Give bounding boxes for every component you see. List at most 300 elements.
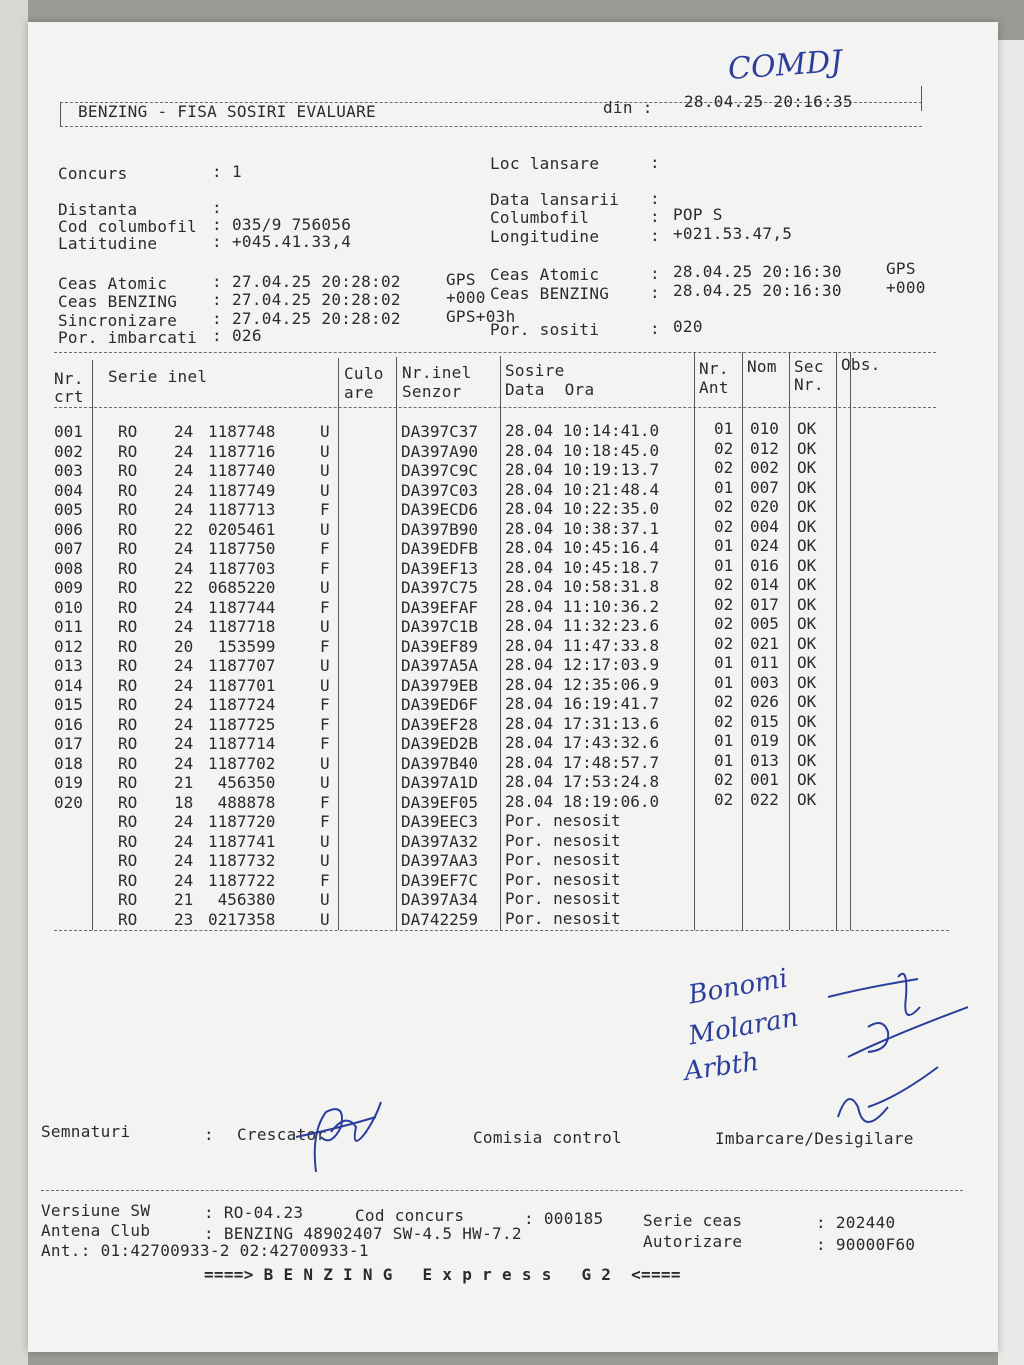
- cell-sosire: 28.04 10:45:16.4: [505, 538, 660, 557]
- table-row: [28, 438, 998, 461]
- info-left-value: +045.41.33,4: [232, 232, 352, 251]
- cell-sosire: 28.04 12:35:06.9: [505, 674, 660, 694]
- cell-nr-crt: 004: [54, 480, 83, 500]
- cell-inel: 1187744: [208, 597, 276, 617]
- cell-inel: 0205461: [208, 519, 276, 539]
- cell-an: 24: [174, 500, 194, 519]
- cell-inel: 1187741: [208, 831, 276, 851]
- page-title: BENZING - FISA SOSIRI EVALUARE: [78, 102, 376, 121]
- cell-antena: 02: [714, 770, 734, 789]
- info-left-suffix: GPS+03h: [446, 307, 516, 326]
- col-header-culoare-2: are: [344, 383, 374, 402]
- cell-inel: 1187716: [208, 441, 276, 461]
- cell-antena: 02: [714, 438, 734, 458]
- cell-senzor: DA39ED6F: [401, 695, 479, 714]
- cell-sosire: 28.04 11:32:23.6: [505, 616, 660, 635]
- cod-concurs-value: : 000185: [524, 1209, 604, 1228]
- cell-antena: 01: [714, 731, 734, 750]
- cell-antena: 02: [714, 711, 734, 731]
- cell-sosire: 28.04 17:31:13.6: [505, 713, 660, 733]
- cell-sec: OK: [797, 633, 817, 653]
- cell-nom: 026: [750, 692, 779, 711]
- cell-nom: 015: [750, 711, 779, 731]
- info-left-sep: :: [212, 215, 222, 234]
- cell-culoare: U: [320, 851, 330, 870]
- cell-sosire: 28.04 11:47:33.8: [505, 635, 660, 655]
- cell-culoare: F: [320, 870, 330, 890]
- imbarcare-desigilare-label: Imbarcare/Desigilare: [715, 1129, 914, 1148]
- cell-culoare: U: [320, 480, 330, 500]
- info-right-label: Por. sositi: [490, 320, 600, 339]
- cell-culoare: U: [320, 675, 330, 695]
- cell-nr-crt: 017: [54, 734, 83, 753]
- cell-nom: 013: [750, 750, 779, 770]
- cell-nr-crt: 009: [54, 578, 83, 597]
- cell-senzor: DA397A34: [401, 890, 479, 909]
- cell-sosire: 28.04 17:43:32.6: [505, 733, 660, 752]
- cell-an: 24: [174, 714, 194, 734]
- cell-sec: OK: [797, 594, 817, 614]
- crescator-label: Crescator: [237, 1125, 327, 1144]
- cell-culoare: F: [320, 558, 330, 578]
- cell-tara: RO: [118, 890, 138, 909]
- info-right-sep: :: [650, 226, 660, 245]
- footer-top-border: [41, 1190, 963, 1191]
- cell-inel: 0685220: [208, 578, 276, 597]
- cell-inel: 1187720: [208, 812, 276, 831]
- table-row: [28, 633, 998, 656]
- cell-culoare: F: [320, 812, 330, 831]
- cell-culoare: U: [320, 617, 330, 636]
- cell-nr-crt: 003: [54, 461, 83, 480]
- signatures-sep: :: [204, 1125, 214, 1144]
- table-row: [28, 419, 998, 441]
- cell-nom: 022: [750, 789, 779, 809]
- info-left-sep: :: [212, 272, 222, 291]
- info-left-sep: :: [212, 232, 222, 251]
- cell-sosire: 28.04 10:58:31.8: [505, 577, 660, 596]
- cell-culoare: U: [320, 656, 330, 675]
- info-right-sep: :: [650, 207, 660, 226]
- cell-an: 24: [174, 539, 194, 558]
- cell-sosire: 28.04 10:38:37.1: [505, 518, 660, 538]
- cell-antena: 02: [714, 692, 734, 711]
- cell-inel: 1187724: [208, 695, 276, 714]
- cell-senzor: DA39EFAF: [401, 597, 479, 617]
- cell-nom: 016: [750, 555, 779, 575]
- table-row: [28, 497, 998, 519]
- cell-nr-crt: 013: [54, 656, 83, 675]
- col-header-sec-2: Nr.: [794, 375, 824, 394]
- cell-an: 24: [174, 831, 194, 851]
- cell-sec: OK: [797, 672, 817, 692]
- cell-an: 18: [174, 792, 194, 812]
- handwritten-signature-2: Molaran: [686, 1002, 801, 1052]
- table-row: [28, 851, 998, 870]
- cell-inel: 488878: [208, 792, 276, 812]
- cell-an: 21: [174, 890, 194, 909]
- cell-nom: 020: [750, 497, 779, 516]
- cell-sec: OK: [797, 731, 817, 750]
- cell-tara: RO: [118, 539, 138, 558]
- signature-scribble-commission: [668, 957, 968, 1127]
- cell-sec: OK: [797, 438, 817, 458]
- cell-inel: 153599: [208, 636, 276, 656]
- cell-an: 24: [174, 870, 194, 890]
- info-left-value: 026: [232, 326, 262, 345]
- cell-sec: OK: [797, 614, 817, 633]
- cell-senzor: DA397A1D: [401, 773, 479, 792]
- cell-tara: RO: [118, 675, 138, 695]
- cell-antena: 02: [714, 594, 734, 614]
- cell-tara: RO: [118, 656, 138, 675]
- cell-culoare: F: [320, 714, 330, 734]
- table-row: [28, 731, 998, 753]
- cell-nom: 024: [750, 536, 779, 555]
- cell-senzor: DA3979EB: [401, 675, 479, 695]
- info-right-sep: :: [650, 264, 660, 283]
- cell-an: 24: [174, 480, 194, 500]
- serie-ceas-value: : 202440: [816, 1213, 896, 1232]
- table-row: [28, 692, 998, 714]
- antenna-ids: Ant.: 01:42700933-2 02:42700933-1: [41, 1241, 369, 1260]
- cell-senzor: DA397C9C: [401, 461, 479, 480]
- cell-culoare: F: [320, 539, 330, 558]
- cell-nr-crt: 008: [54, 558, 83, 578]
- cell-nom: 011: [750, 653, 779, 672]
- cell-sec: OK: [797, 555, 817, 575]
- cell-inel: 1187725: [208, 714, 276, 734]
- cell-antena: 02: [714, 458, 734, 477]
- info-right-suffix: GPS: [886, 259, 916, 278]
- cell-inel: 456350: [208, 773, 276, 792]
- cell-antena: 01: [714, 477, 734, 497]
- cell-sosire: Por. nesosit: [505, 811, 621, 830]
- cell-nr-crt: 016: [54, 714, 83, 734]
- cod-concurs-label: Cod concurs: [355, 1206, 465, 1225]
- cell-senzor: DA397C03: [401, 480, 479, 500]
- cell-inel: 0217358: [208, 909, 276, 929]
- cell-senzor: DA397B40: [401, 753, 479, 773]
- header-bottom-border: [60, 126, 922, 127]
- cell-inel: 1187702: [208, 753, 276, 773]
- cell-inel: 1187714: [208, 734, 276, 753]
- cell-antena: 02: [714, 575, 734, 594]
- col-header-sosire-2: Data Ora: [505, 380, 595, 399]
- info-right-label: Loc lansare: [490, 154, 600, 173]
- cell-tara: RO: [118, 714, 138, 734]
- cell-culoare: U: [320, 422, 330, 441]
- cell-sec: OK: [797, 419, 817, 438]
- cell-tara: RO: [118, 792, 138, 812]
- cell-tara: RO: [118, 422, 138, 441]
- table-row: [28, 770, 998, 792]
- info-left-suffix: +000: [446, 288, 486, 307]
- info-right-label: Ceas Atomic: [490, 265, 600, 284]
- cell-sosire: 28.04 10:14:41.0: [505, 421, 660, 440]
- table-row: [28, 477, 998, 500]
- cell-senzor: DA397AA3: [401, 851, 479, 870]
- info-left-value: 1: [232, 162, 242, 181]
- cell-sosire: 28.04 16:19:41.7: [505, 694, 660, 713]
- cell-culoare: U: [320, 441, 330, 461]
- table-row: [28, 789, 998, 812]
- header-right-border: [921, 86, 922, 111]
- cell-sec: OK: [797, 575, 817, 594]
- cell-tara: RO: [118, 753, 138, 773]
- cell-nr-crt: 007: [54, 539, 83, 558]
- cell-an: 22: [174, 578, 194, 597]
- cell-senzor: DA397C1B: [401, 617, 479, 636]
- cell-inel: 1187749: [208, 480, 276, 500]
- cell-antena: 02: [714, 789, 734, 809]
- cell-sosire: Por. nesosit: [505, 889, 621, 908]
- cell-an: 24: [174, 461, 194, 480]
- table-row: [28, 555, 998, 578]
- cell-an: 24: [174, 695, 194, 714]
- cell-inel: 1187701: [208, 675, 276, 695]
- cell-an: 20: [174, 636, 194, 656]
- signatures-label: Semnaturi: [41, 1122, 131, 1141]
- table-row: [28, 871, 998, 890]
- cell-sec: OK: [797, 497, 817, 516]
- info-right-label: Data lansarii: [490, 190, 620, 209]
- cell-nom: 001: [750, 770, 779, 789]
- table-header-bottom-border: [54, 407, 936, 408]
- table-top-border: [54, 352, 936, 353]
- cell-nom: 012: [750, 438, 779, 458]
- cell-sosire: 28.04 10:22:35.0: [505, 499, 660, 518]
- table-row: [28, 711, 998, 734]
- cell-senzor: DA397C75: [401, 578, 479, 597]
- info-left-sep: :: [212, 162, 222, 181]
- cell-an: 24: [174, 753, 194, 773]
- cell-senzor: DA397A90: [401, 441, 479, 461]
- cell-nom: 010: [750, 419, 779, 438]
- cell-culoare: F: [320, 734, 330, 753]
- cell-nr-crt: 014: [54, 675, 83, 695]
- cell-inel: 456380: [208, 890, 276, 909]
- info-right-sep: :: [650, 189, 660, 208]
- col-header-culoare-1: Culo: [344, 364, 384, 383]
- col-header-nr-inel-1: Nr.inel: [402, 363, 472, 382]
- cell-senzor: DA39EF05: [401, 792, 479, 812]
- cell-tara: RO: [118, 519, 138, 539]
- cell-nom: 019: [750, 731, 779, 750]
- info-left-value: 27.04.25 20:28:02: [232, 309, 401, 328]
- info-left-value: 035/9 756056: [232, 215, 352, 234]
- info-right-value: 020: [673, 317, 703, 336]
- cell-culoare: F: [320, 695, 330, 714]
- cell-tara: RO: [118, 558, 138, 578]
- cell-tara: RO: [118, 773, 138, 792]
- cell-tara: RO: [118, 480, 138, 500]
- cell-sec: OK: [797, 516, 817, 536]
- cell-senzor: DA39EDFB: [401, 539, 479, 558]
- cell-culoare: U: [320, 773, 330, 792]
- table-row: [28, 536, 998, 558]
- cell-nr-crt: 002: [54, 441, 83, 461]
- cell-antena: 01: [714, 653, 734, 672]
- cell-an: 24: [174, 675, 194, 695]
- cell-sosire: 28.04 17:48:57.7: [505, 752, 660, 772]
- cell-an: 24: [174, 441, 194, 461]
- cell-an: 24: [174, 617, 194, 636]
- cell-sosire: 28.04 11:10:36.2: [505, 596, 660, 616]
- table-row: [28, 890, 998, 909]
- col-header-nr-ant-2: Ant: [699, 378, 729, 397]
- info-left-value: 27.04.25 20:28:02: [232, 290, 401, 309]
- cell-sosire: 28.04 17:53:24.8: [505, 772, 660, 791]
- cell-culoare: U: [320, 461, 330, 480]
- cell-sosire: 28.04 10:18:45.0: [505, 440, 660, 460]
- cell-antena: 02: [714, 614, 734, 633]
- col-header-nom: Nom: [747, 357, 777, 376]
- cell-nr-crt: 020: [54, 792, 83, 812]
- cell-antena: 01: [714, 672, 734, 692]
- cell-nom: 021: [750, 633, 779, 653]
- antena-club-label: Antena Club: [41, 1221, 151, 1240]
- info-left-label: Sincronizare: [58, 311, 178, 330]
- info-right-sep: :: [650, 283, 660, 302]
- col-header-serie-inel: Serie inel: [108, 367, 208, 386]
- cell-nom: 004: [750, 516, 779, 536]
- handwritten-signature-1: Bonomi: [686, 963, 790, 1011]
- cell-nom: 017: [750, 594, 779, 614]
- cell-nr-crt: 005: [54, 500, 83, 519]
- col-header-nr-ant-1: Nr.: [699, 359, 729, 378]
- cell-culoare: U: [320, 909, 330, 929]
- table-row: [28, 614, 998, 636]
- table-row: [28, 672, 998, 695]
- cell-senzor: DA39ED2B: [401, 734, 479, 753]
- cell-antena: 02: [714, 633, 734, 653]
- cell-sec: OK: [797, 750, 817, 770]
- cell-antena: 02: [714, 497, 734, 516]
- cell-sec: OK: [797, 770, 817, 789]
- info-left-sep: :: [212, 326, 222, 345]
- info-right-label: Longitudine: [490, 227, 600, 246]
- info-left-sep: :: [212, 309, 222, 328]
- cell-inel: 1187740: [208, 461, 276, 480]
- info-right-sep: :: [650, 319, 660, 338]
- handwritten-signature-3: Arbth: [682, 1046, 761, 1088]
- signature-scribble-crescator: [276, 1092, 386, 1182]
- info-left-sep: :: [212, 290, 222, 309]
- cell-an: 24: [174, 734, 194, 753]
- cell-inel: 1187722: [208, 870, 276, 890]
- cell-tara: RO: [118, 851, 138, 870]
- cell-sosire: 28.04 10:19:13.7: [505, 460, 660, 479]
- cell-senzor: DA39EF13: [401, 558, 479, 578]
- cell-senzor: DA397A32: [401, 831, 479, 851]
- din-value: 28.04.25 20:16:35: [684, 92, 853, 111]
- cell-an: 24: [174, 422, 194, 441]
- cell-tara: RO: [118, 909, 138, 929]
- cell-sec: OK: [797, 692, 817, 711]
- table-row: [28, 832, 998, 851]
- cell-nr-crt: 019: [54, 773, 83, 792]
- cell-culoare: U: [320, 831, 330, 851]
- cell-senzor: DA39EF28: [401, 714, 479, 734]
- info-left-label: Ceas Atomic: [58, 274, 168, 293]
- table-row: [28, 594, 998, 617]
- cell-sosire: 28.04 18:19:06.0: [505, 791, 660, 811]
- cell-an: 24: [174, 812, 194, 831]
- table-row: [28, 653, 998, 675]
- col-header-nr-crt-1: Nr.: [54, 369, 84, 388]
- cell-senzor: DA39ECD6: [401, 500, 479, 519]
- cell-inel: 1187732: [208, 851, 276, 870]
- col-header-sosire-1: Sosire: [505, 361, 565, 380]
- info-left-suffix: GPS: [446, 270, 476, 289]
- table-row: [28, 812, 998, 831]
- cell-senzor: DA39EF89: [401, 636, 479, 656]
- cell-sec: OK: [797, 477, 817, 497]
- cell-nom: 002: [750, 458, 779, 477]
- info-left-label: Por. imbarcati: [58, 328, 198, 347]
- cell-sosire: 28.04 10:45:18.7: [505, 557, 660, 577]
- cell-inel: 1187748: [208, 422, 276, 441]
- cell-nom: 014: [750, 575, 779, 594]
- cell-senzor: DA742259: [401, 909, 479, 929]
- cell-sosire: 28.04 10:21:48.4: [505, 479, 660, 499]
- cell-tara: RO: [118, 597, 138, 617]
- table-row: [28, 516, 998, 539]
- cell-nr-crt: 010: [54, 597, 83, 617]
- cell-sosire: Por. nesosit: [505, 850, 621, 869]
- table-bottom-border: [54, 930, 949, 931]
- col-header-sec-1: Sec: [794, 357, 824, 376]
- cell-antena: 02: [714, 516, 734, 536]
- comisia-control-label: Comisia control: [473, 1128, 622, 1147]
- cell-inel: 1187718: [208, 617, 276, 636]
- cell-inel: 1187707: [208, 656, 276, 675]
- cell-tara: RO: [118, 461, 138, 480]
- cell-tara: RO: [118, 812, 138, 831]
- cell-senzor: DA39EF7C: [401, 870, 479, 890]
- cell-tara: RO: [118, 441, 138, 461]
- cell-senzor: DA397A5A: [401, 656, 479, 675]
- cell-sec: OK: [797, 789, 817, 809]
- cell-culoare: F: [320, 597, 330, 617]
- cell-tara: RO: [118, 831, 138, 851]
- cell-inel: 1187750: [208, 539, 276, 558]
- antena-club-value: : BENZING 48902407 SW-4.5 HW-7.2: [204, 1224, 522, 1243]
- cell-nom: 007: [750, 477, 779, 497]
- info-right-suffix: +000: [886, 278, 926, 297]
- cell-antena: 01: [714, 536, 734, 555]
- cell-nr-crt: 015: [54, 695, 83, 714]
- info-left-value: 27.04.25 20:28:02: [232, 272, 401, 291]
- info-right-value: POP S: [673, 205, 723, 224]
- table-row: [28, 750, 998, 773]
- cell-nom: 005: [750, 614, 779, 633]
- cell-tara: RO: [118, 636, 138, 656]
- cell-sec: OK: [797, 458, 817, 477]
- info-left-label: Latitudine: [58, 234, 158, 253]
- cell-antena: 01: [714, 419, 734, 438]
- info-left-label: Concurs: [58, 164, 128, 183]
- cell-sec: OK: [797, 536, 817, 555]
- cell-nom: 003: [750, 672, 779, 692]
- autorizare-label: Autorizare: [643, 1232, 743, 1251]
- cell-an: 24: [174, 597, 194, 617]
- table-row: [28, 575, 998, 597]
- brand-line: ====> B E N Z I N G E x p r e s s G 2 <====: [204, 1265, 681, 1284]
- background-left: [0, 0, 28, 1365]
- cell-sosire: Por. nesosit: [505, 908, 621, 928]
